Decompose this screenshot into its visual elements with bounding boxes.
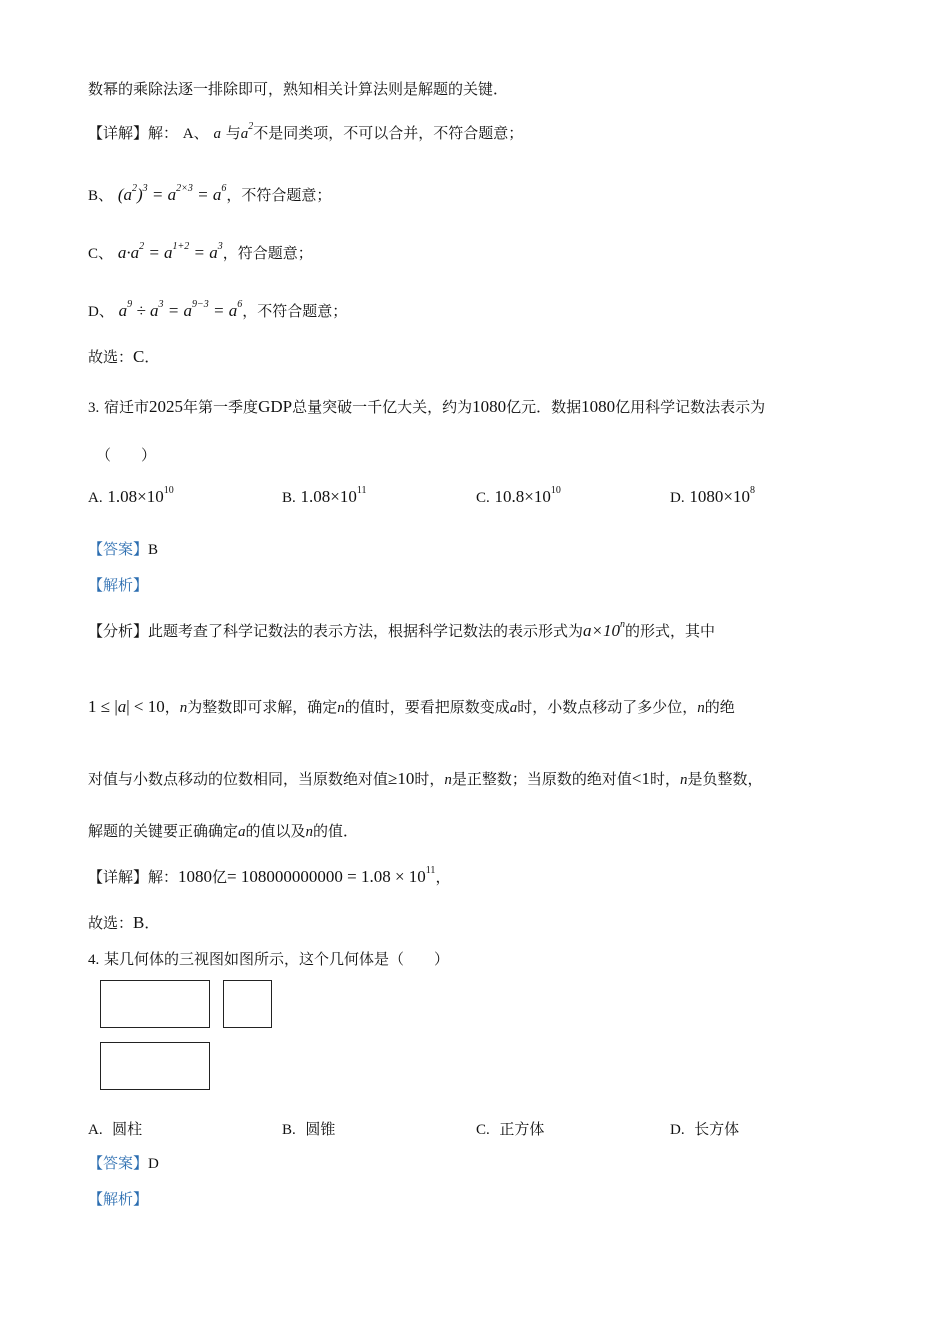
q3-analysis-2: 1 ≤ |a| < 10，n为整数即可求解，确定n的值时，要看把原数变成a时，小数点移动了多少位，n的绝	[88, 697, 735, 716]
text-line: 数幂的乘除法逐一排除即可，熟知相关计算法则是解题的关键．	[88, 80, 509, 98]
q4-option-d: D. 长方体	[670, 1120, 740, 1138]
q3-analysis-3: 对值与小数点移动的位数相同，当原数绝对值≥10时，n是正整数；当原数的绝对值<1时，n是负整数，	[88, 769, 763, 788]
q4-option-b: B. 圆锥	[282, 1120, 336, 1138]
top-view-rect	[100, 1042, 210, 1090]
q3-analysis-1: 【分析】此题考查了科学记数法的表示方法，根据科学记数法的表示形式为$a\times 10^n$的形式，其中	[88, 619, 716, 640]
formula: $a^9 \div a^3 = a^{9-3} = a^6$	[118, 299, 243, 320]
q3-jiexi: 【解析】	[88, 576, 149, 594]
q3-paren: （ ）	[96, 446, 157, 464]
q3-option-b: B. $1.08\times 10^{11}$	[282, 485, 367, 506]
q4-option-a: A. 圆柱	[88, 1120, 143, 1138]
q2-detail-a: 【详解】解： A、 a 与$a^2$不是同类项，不可以合并，不符合题意；	[88, 121, 524, 142]
q3-choose: 故选：B．	[88, 913, 160, 932]
q3-analysis-4: 解题的关键要正确确定a的值以及n的值．	[88, 822, 359, 840]
q3-option-c: C. $10.8\times 10^{10}$	[476, 485, 561, 506]
q4-jiexi: 【解析】	[88, 1190, 149, 1208]
side-view-rect	[223, 980, 272, 1028]
q3-answer: 【答案】B	[88, 540, 159, 558]
formula: $(a^2)^3 = a^{2\times 3} = a^6$	[117, 183, 227, 204]
q2-option-d: D、 $a^9 \div a^3 = a^{9-3} = a^6$，不符合题意；	[88, 299, 348, 320]
q2-option-b: B、 $(a^2)^3 = a^{2\times 3} = a^6$，不符合题意；	[88, 183, 332, 204]
q3-option-d: D. $1080\times 10^8$	[670, 485, 755, 506]
q3-option-a: A. $1.08\times 10^{10}$	[88, 485, 174, 506]
q4-answer: 【答案】D	[88, 1154, 159, 1172]
q3-detail: 【详解】解：1080亿= $108000000000 = 1.08 \times 10^{11}$，	[88, 865, 451, 886]
q3-stem: 3. 宿迁市2025年第一季度GDP总量突破一千亿大关，约为1080亿元．数据1080亿用科学记数法表示为	[88, 397, 766, 416]
q4-option-c: C. 正方体	[476, 1120, 545, 1138]
q4-stem: 4. 某几何体的三视图如图所示，这个几何体是（ ）	[88, 950, 450, 968]
front-view-rect	[100, 980, 210, 1028]
q2-option-c: C、 $a\cdot a^2 = a^{1+2} = a^3$，符合题意；	[88, 241, 313, 262]
q2-choose: 故选：C．	[88, 347, 160, 366]
formula: $a\cdot a^2 = a^{1+2} = a^3$	[117, 241, 223, 262]
